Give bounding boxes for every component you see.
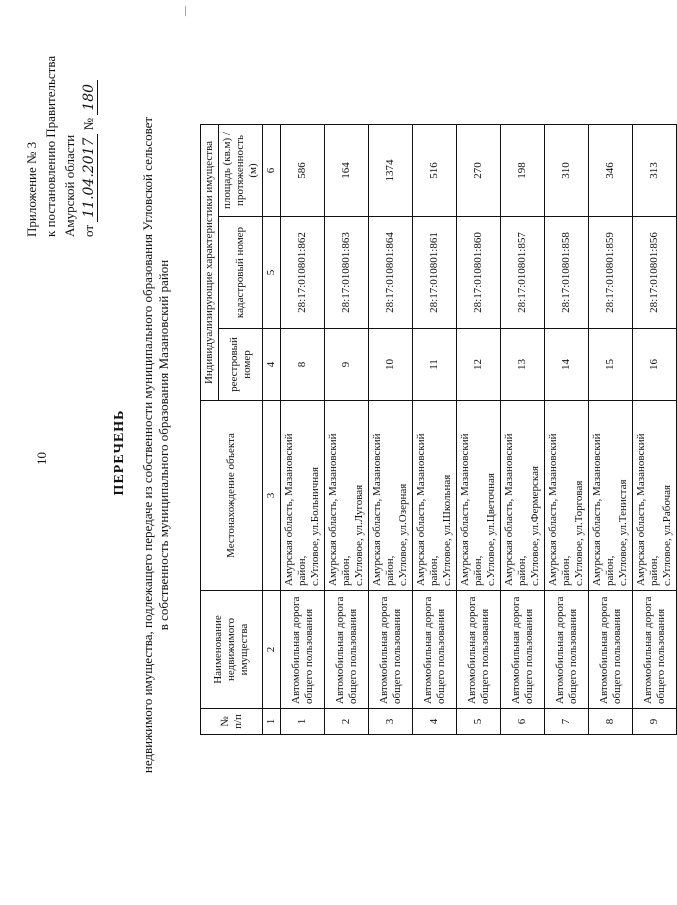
cell-area: 270 [457,125,501,217]
cell-name: Автомобильная дорога общего пользования [501,591,545,709]
table-row [545,125,589,735]
location-line-2: с.Угловое, ул.Озерная [397,483,409,586]
cell-reg: 8 [281,329,325,401]
appendix-line-1: Приложение № 3 [24,141,39,237]
cell-num: 9 [633,709,677,735]
cell-area: 164 [325,125,369,217]
cell-reg: 9 [325,329,369,401]
table-row [281,125,325,735]
cell-area: 346 [589,125,633,217]
cell-reg: 12 [457,329,501,401]
cell-location [501,401,545,591]
cell-cad: 28:17:010801:857 [501,217,545,329]
location-line-1: Амурская область, Мазановский район, [635,433,660,586]
header-num: № п/п [201,709,263,735]
location-line-1: Амурская область, Мазановский район, [283,433,308,586]
cell-num: 2 [325,709,369,735]
cell-num: 1 [281,709,325,735]
cell-name: Автомобильная дорога общего пользования [457,591,501,709]
cell-cad: 28:17:010801:862 [281,217,325,329]
location-line-1: Амурская область, Мазановский район, [415,433,440,586]
table-row [369,125,413,735]
col-number: 4 [263,329,281,401]
cell-name: Автомобильная дорога общего пользования [545,591,589,709]
appendix-line-3: Амурской области [62,134,77,237]
cell-area: 1374 [369,125,413,217]
cell-cad: 28:17:010801:861 [413,217,457,329]
location-line-2: с.Угловое, ул.Рабочая [661,484,673,586]
table-row [589,125,633,735]
cell-reg: 11 [413,329,457,401]
cell-reg: 10 [369,329,413,401]
cell-cad: 28:17:010801:859 [589,217,633,329]
cell-area: 310 [545,125,589,217]
location-line-1: Амурская область, Мазановский район, [591,433,616,586]
cell-name: Автомобильная дорога общего пользования [281,591,325,709]
cell-location [369,401,413,591]
cell-location [633,401,677,591]
header-reg: реестровый номер [219,329,263,401]
cell-num: 6 [501,709,545,735]
location-line-2: с.Угловое, ул.Тенистая [617,479,629,586]
cell-cad: 28:17:010801:860 [457,217,501,329]
cell-num: 3 [369,709,413,735]
from-label: от [81,224,96,237]
location-line-1: Амурская область, Мазановский район, [503,433,528,586]
appendix-block [22,56,99,237]
document-title: ПЕРЕЧЕНЬ [112,409,127,496]
cell-reg: 16 [633,329,677,401]
cell-num: 4 [413,709,457,735]
cell-num: 5 [457,709,501,735]
cell-name: Автомобильная дорога общего пользования [413,591,457,709]
cell-name: Автомобильная дорога общего пользования [325,591,369,709]
cell-name: Автомобильная дорога общего пользования [633,591,677,709]
col-number: 1 [263,709,281,735]
appendix-date-line [79,56,99,237]
header-characteristics: Индивидуализирующие характеристики имущества [201,125,219,401]
handwritten-number: 180 [81,80,98,115]
location-line-2: с.Угловое, ул.Школьная [441,474,453,586]
location-line-1: Амурская область, Мазановский район, [371,433,396,586]
cell-reg: 15 [589,329,633,401]
cell-location [325,401,369,591]
cell-location [589,401,633,591]
cell-area: 516 [413,125,457,217]
location-line-2: с.Угловое, ул.Цветочная [485,473,497,586]
cell-location [457,401,501,591]
cell-reg: 14 [545,329,589,401]
location-line-2: с.Угловое, ул.Больничная [309,466,321,586]
header-area: площадь (кв.м) / протяженность (м) [219,125,263,217]
header-cad: кадастровый номер [219,217,263,329]
cell-reg: 13 [501,329,545,401]
location-line-2: с.Угловое, ул.Луговая [353,484,365,586]
cell-num: 8 [589,709,633,735]
header-location: Местонахождение объекта [201,401,263,591]
number-label: № [81,117,96,131]
handwritten-date: 11.04.2017 [81,134,98,222]
header-name: Наименование недвижимого имущества [201,591,263,709]
property-table [200,124,677,735]
location-line-2: с.Угловое, ул.Торговая [573,480,585,586]
cell-area: 586 [281,125,325,217]
col-number: 3 [263,401,281,591]
document-subtitle: недвижимого имущества, подлежащего передаче из собственности муниципального образования Угловской сельсовет в собственность муниципального образования Мазановский район [140,116,171,774]
cell-location [545,401,589,591]
cell-location [413,401,457,591]
col-number: 6 [263,125,281,217]
col-number: 5 [263,217,281,329]
cell-cad: 28:17:010801:856 [633,217,677,329]
cell-location [281,401,325,591]
table-row [325,125,369,735]
cell-name: Автомобильная дорога общего пользования [369,591,413,709]
location-line-1: Амурская область, Мазановский район, [327,433,352,586]
cell-cad: 28:17:010801:858 [545,217,589,329]
cell-num: 7 [545,709,589,735]
table-row [413,125,457,735]
cell-area: 198 [501,125,545,217]
table-row [633,125,677,735]
cell-name: Автомобильная дорога общего пользования [589,591,633,709]
cell-area: 313 [633,125,677,217]
cell-cad: 28:17:010801:864 [369,217,413,329]
col-number: 2 [263,591,281,709]
scan-mark: — [180,6,191,16]
table-row [501,125,545,735]
location-line-2: с.Угловое, ул.Фермерская [529,465,541,586]
location-line-1: Амурская область, Мазановский район, [459,433,484,586]
cell-cad: 28:17:010801:863 [325,217,369,329]
location-line-1: Амурская область, Мазановский район, [547,433,572,586]
page-number: 10 [34,452,49,465]
appendix-line-2: к постановлению Правительства [43,55,58,237]
table-row [457,125,501,735]
